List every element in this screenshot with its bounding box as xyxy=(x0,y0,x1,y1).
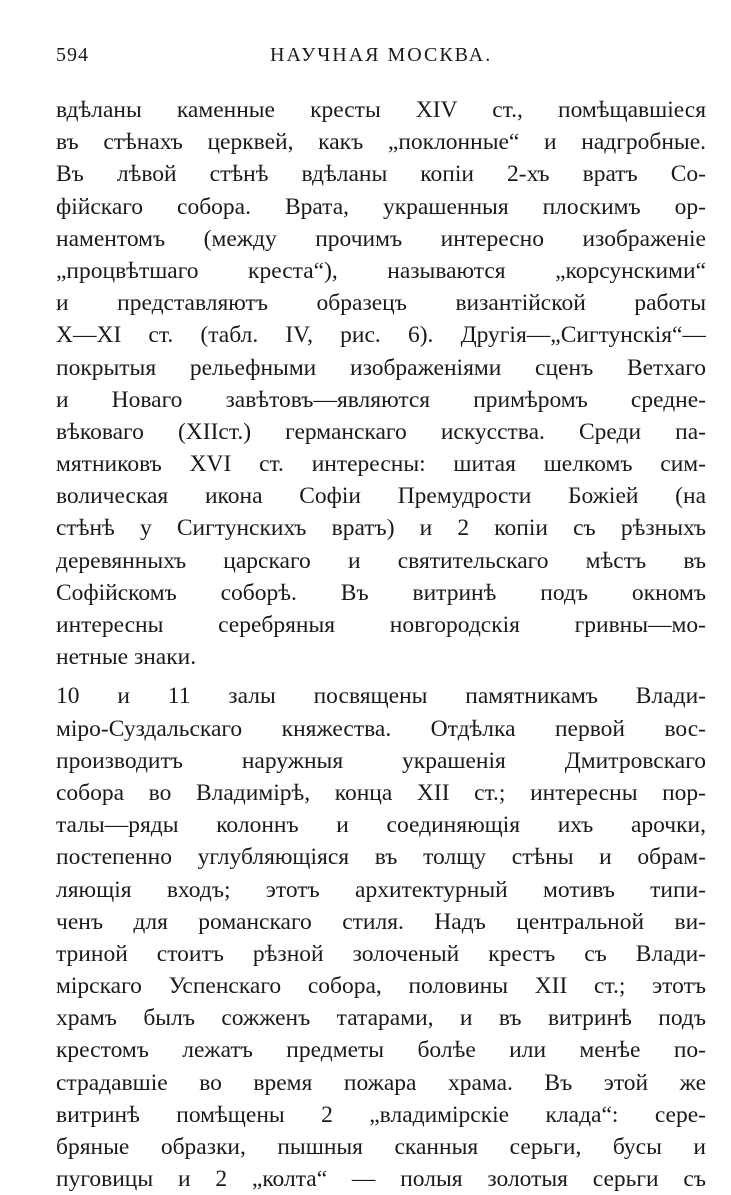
text-line: нетные знаки. xyxy=(56,644,197,671)
text-line: мiрскаго Успенскаго собора, половины XII ст.; этотъ xyxy=(56,973,706,1000)
text-line: „процвѣтшаго креста“), называются „корсунскими“ xyxy=(56,257,706,284)
text-line: пуговицы и 2 „колта“ — полыя золотыя серьги съ xyxy=(56,1166,706,1193)
paragraph xyxy=(56,94,706,673)
text-line: и представляютъ образецъ византiйской работы xyxy=(56,290,706,317)
text-line: и Новаго завѣтовъ—являются примѣромъ средне- xyxy=(56,386,706,413)
text-line: страдавшiе во время пожара храма. Въ этой же xyxy=(56,1069,706,1096)
text-line: деревянныхъ царскаго и святительскаго мѣстъ въ xyxy=(56,547,706,574)
text-line: ченъ для романскаго стиля. Надъ центральной ви- xyxy=(56,908,706,935)
text-line: X—XI ст. (табл. IV, рис. 6). Другiя—„Сигтунскiя“— xyxy=(56,322,706,349)
text-line: витринѣ помѣщены 2 „владимiрскiе клада“: сере- xyxy=(56,1101,706,1128)
text-line: талы—ряды колоннъ и соединяющiя ихъ арочки, xyxy=(56,812,706,839)
text-line: фiйскаго собора. Врата, украшенныя плоскимъ ор- xyxy=(56,193,706,220)
text-line: мятниковъ XVI ст. интересны: шитая шелкомъ сим- xyxy=(56,451,706,478)
text-line: Въ лѣвой стѣнѣ вдѣланы копiи 2-хъ вратъ Со- xyxy=(56,161,706,188)
text-line: вдѣланы каменные кресты XIV ст., помѣщавшiеся xyxy=(56,97,706,123)
running-title: НАУЧНАЯ МОСКВА. xyxy=(270,44,493,66)
text-line: ляющiя входъ; этотъ архитектурный мотивъ типи- xyxy=(56,876,706,903)
text-line: производитъ наружныя украшенiя Дмитровскаго xyxy=(56,747,706,774)
paragraph-gap xyxy=(56,673,706,680)
text-body xyxy=(56,94,706,1195)
text-line: вѣковаго (XIIст.) германскаго искусства. Среди па- xyxy=(56,418,706,445)
text-line: храмъ былъ сожженъ татарами, и въ витринѣ подъ xyxy=(56,1005,706,1032)
text-line: интересны серебряныя новгородскiя гривны—мо- xyxy=(56,612,706,638)
paragraph xyxy=(56,680,706,1195)
text-line: триной стоитъ рѣзной золоченый крестъ съ Влади- xyxy=(56,940,706,967)
text-line: наментомъ (между прочимъ интересно изображенiе xyxy=(56,225,706,252)
text-line: въ стѣнахъ церквей, какъ „поклонные“ и надгробные. xyxy=(56,129,706,156)
text-line: волическая икона Софiи Премудрости Божiей (на xyxy=(56,483,706,510)
text-line: Софiйскомъ соборѣ. Въ витринѣ подъ окномъ xyxy=(56,579,706,606)
text-line: покрытыя рельефными изображенiями сценъ Ветхаго xyxy=(56,354,706,381)
text-line: бряные образки, пышныя сканныя серьги, бусы и xyxy=(56,1134,706,1160)
text-line: постепенно углубляющiяся въ толщу стѣны и обрам- xyxy=(56,844,706,871)
running-head xyxy=(56,44,706,74)
text-line: стѣнѣ у Сигтунскихъ вратъ) и 2 копiи съ рѣзныхъ xyxy=(56,515,706,542)
text-line: мiро-Суздальскаго княжества. Отдѣлка первой вос- xyxy=(56,715,706,742)
text-line: крестомъ лежатъ предметы болѣе или менѣе по- xyxy=(56,1037,706,1064)
page-number: 594 xyxy=(56,44,89,66)
text-line: 10 и 11 залы посвящены памятникамъ Влади- xyxy=(56,683,706,710)
text-line: собора во Владимiрѣ, конца XII ст.; интересны пор- xyxy=(56,779,706,806)
